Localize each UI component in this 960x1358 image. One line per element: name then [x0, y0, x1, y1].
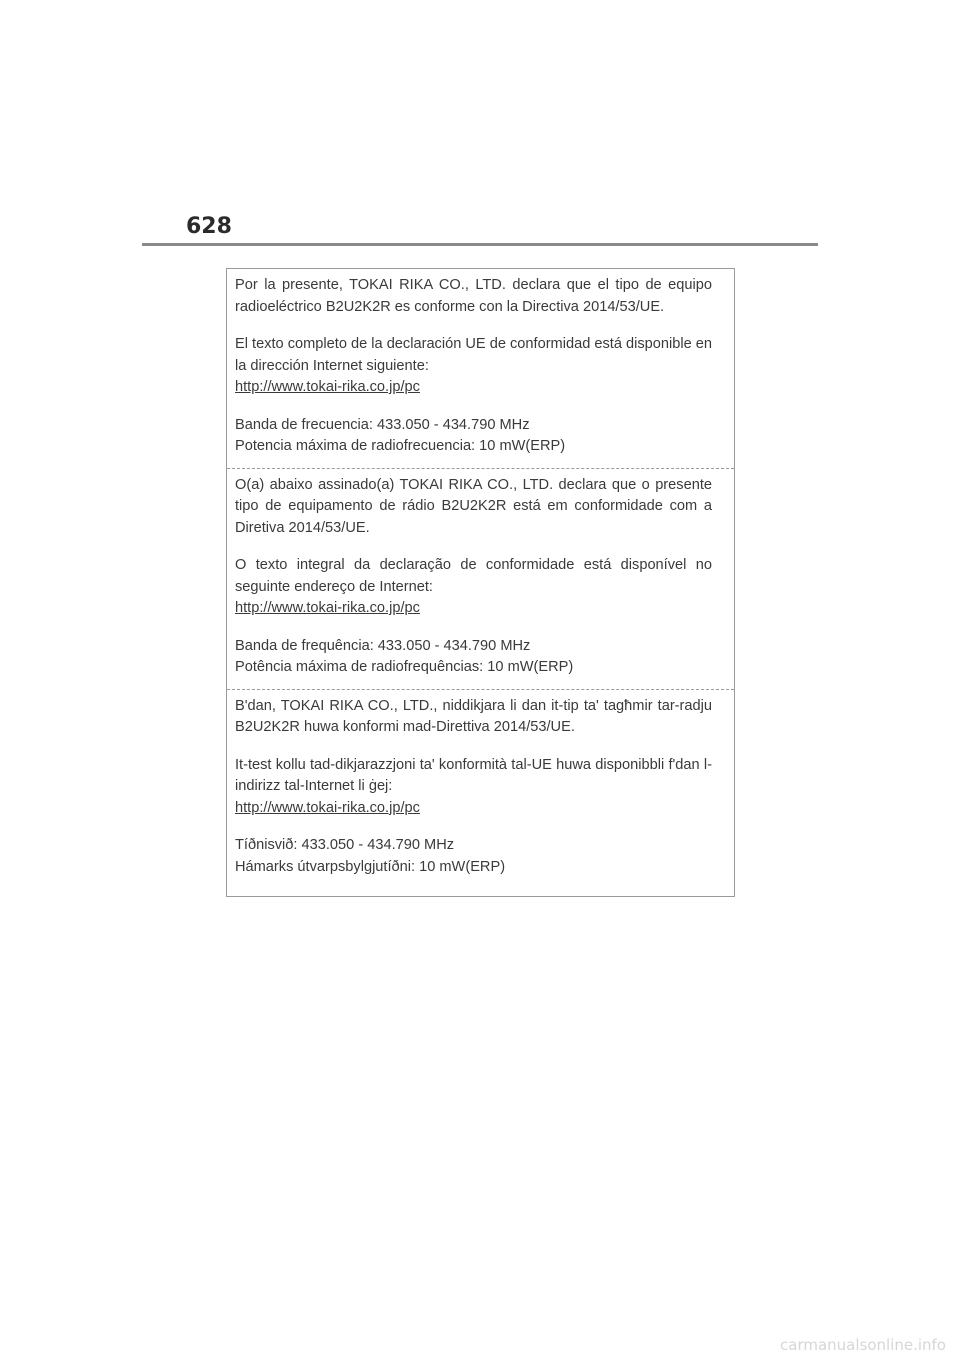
declaration-link[interactable]: http://www.tokai-rika.co.jp/pc: [235, 799, 420, 816]
frequency-band: Tíðnisvið: 433.050 - 434.790 MHz: [235, 837, 455, 853]
declaration-text: B'dan, TOKAI RIKA CO., LTD., niddikjara li dan it-tip ta' tagħmir tar-radju B2U2K2R huwa konformi mad-Direttiva 2014/53/UE.: [235, 697, 712, 735]
max-power: Potencia máxima de radiofrecuencia: 10 mW(ERP): [235, 438, 566, 454]
full-text-intro: O texto integral da declaração de conformidade está disponível no seguinte endereço de Internet:: [235, 557, 712, 595]
declaration-text: O(a) abaixo assinado(a) TOKAI RIKA CO., LTD. declara que o presente tipo de equipamento de rádio B2U2K2R está em conformidade com a Diretiva 2014/53/UE.: [235, 476, 712, 536]
declaration-link[interactable]: http://www.tokai-rika.co.jp/pc: [235, 379, 420, 395]
frequency-band: Banda de frecuencia: 433.050 - 434.790 MHz: [235, 416, 530, 433]
page-number: 628: [186, 214, 232, 239]
full-text-intro: El texto completo de la declaración UE de conformidad está disponible en la dirección Internet siguiente:: [235, 336, 713, 374]
frequency-band: Banda de frequência: 433.050 - 434.790 MHz: [235, 637, 531, 654]
max-power: Hámarks útvarpsbylgjutíðni: 10 mW(ERP): [235, 858, 506, 875]
max-power: Potência máxima de radiofrequências: 10 mW(ERP): [235, 659, 574, 675]
header-rule: [142, 243, 818, 246]
declaration-section-maltese: [227, 690, 734, 897]
declaration-text: Por la presente, TOKAI RIKA CO., LTD. declara que el tipo de equipo radioeléctrico B2U2K2R es conforme con la Directiva 2014/53/UE.: [235, 277, 712, 315]
declaration-link[interactable]: http://www.tokai-rika.co.jp/pc: [235, 600, 420, 616]
declaration-section-spanish: [227, 269, 734, 469]
declaration-section-portuguese: [227, 469, 734, 690]
declaration-box: [226, 268, 735, 897]
full-text-intro: It-test kollu tad-dikjarazzjoni ta' konformità tal-UE huwa disponibbli f'dan l-indirizz tal-Internet li ġej:: [235, 756, 712, 794]
watermark: carmanualsonline.info: [780, 1336, 946, 1354]
